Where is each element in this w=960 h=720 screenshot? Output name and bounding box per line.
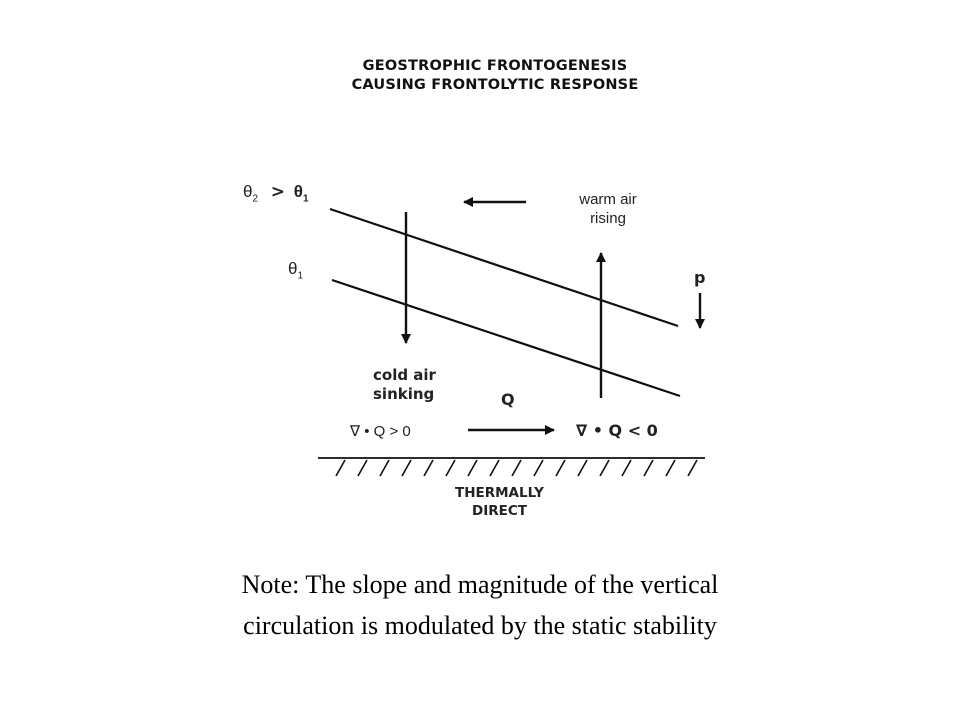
thermally-direct-label: THERMALLY DIRECT: [455, 485, 544, 519]
warm-air-label: warm air rising: [579, 191, 637, 227]
diagram-title-line1: GEOSTROPHIC FRONTOGENESIS: [362, 58, 628, 74]
note-line1: Note: The slope and magnitude of the vertical: [241, 570, 719, 599]
theta1-label: $\theta_1$: [288, 259, 304, 282]
divergence-positive-label: ∇ • Q > 0: [350, 423, 411, 440]
diagram-title-line2: CAUSING FRONTOLYTIC RESPONSE: [351, 77, 639, 93]
cold-air-label: cold air sinking: [373, 366, 436, 403]
note-line2: circulation is modulated by the static stability: [243, 611, 717, 640]
theta2-label: $\theta_2 > \theta_1$: [243, 182, 309, 205]
divergence-negative-label: ∇ • Q < 0: [576, 421, 658, 440]
q-label: Q: [501, 390, 515, 409]
pressure-label: p: [694, 268, 706, 287]
ground-hatching: [336, 460, 697, 476]
